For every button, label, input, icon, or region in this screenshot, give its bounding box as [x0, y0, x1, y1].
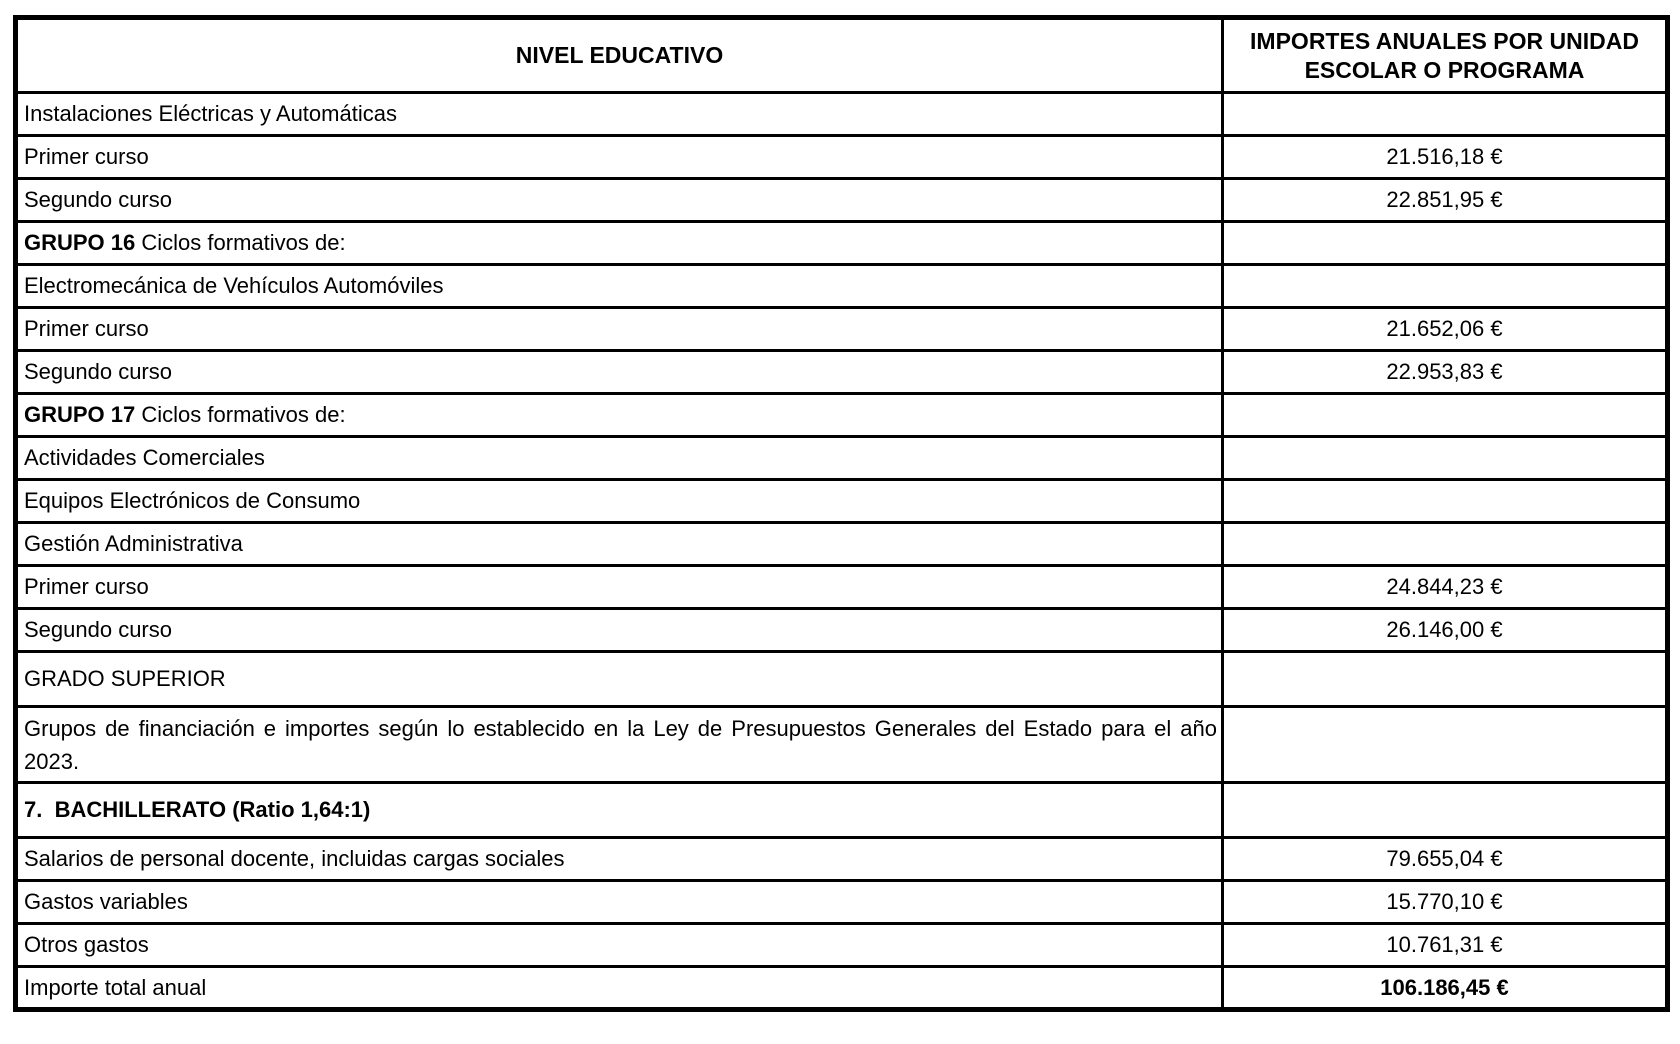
- row-label-cell: [16, 924, 1223, 967]
- row-value-cell: 10.761,31 €: [1223, 924, 1668, 967]
- table-row: [16, 394, 1668, 437]
- row-label-cell: [16, 222, 1223, 265]
- row-label-cell: [16, 437, 1223, 480]
- row-label: Primer curso: [24, 316, 149, 341]
- row-label: 7. BACHILLERATO (Ratio 1,64:1): [24, 797, 371, 822]
- row-label: Otros gastos: [24, 932, 149, 957]
- row-label: Gestión Administrativa: [24, 531, 243, 556]
- row-value-cell: 22.953,83 €: [1223, 351, 1668, 394]
- table-row: [16, 652, 1668, 707]
- table-row: [16, 351, 1668, 394]
- row-value-cell: [1223, 437, 1668, 480]
- row-value-cell: [1223, 222, 1668, 265]
- row-label: Importe total anual: [24, 974, 207, 1000]
- row-label-cell: [16, 93, 1223, 136]
- header-importes-anuales: IMPORTES ANUALES POR UNIDAD ESCOLAR O PROGRAMA: [1223, 18, 1668, 93]
- row-value-cell: 79.655,04 €: [1223, 838, 1668, 881]
- row-label-cell: [16, 838, 1223, 881]
- row-label-cell: [16, 265, 1223, 308]
- row-label-cell: [16, 394, 1223, 437]
- row-label: Salarios de personal docente, incluidas cargas sociales: [24, 846, 565, 871]
- row-label-cell: [16, 480, 1223, 523]
- row-label-cell: [16, 783, 1223, 838]
- table-row: [16, 437, 1668, 480]
- row-label-cell: [16, 308, 1223, 351]
- table-row: [16, 480, 1668, 523]
- table-row: [16, 838, 1668, 881]
- row-value-cell: [1223, 265, 1668, 308]
- row-label: Gastos variables: [24, 889, 188, 914]
- header-nivel-educativo: NIVEL EDUCATIVO: [16, 18, 1223, 93]
- row-value-cell: [1223, 523, 1668, 566]
- table-row: [16, 783, 1668, 838]
- table-row: [16, 967, 1668, 1010]
- row-label-cell: [16, 881, 1223, 924]
- row-label-cell: [16, 707, 1223, 783]
- row-value-cell: [1223, 394, 1668, 437]
- row-value-cell: [1223, 783, 1668, 838]
- row-value-cell: 22.851,95 €: [1223, 179, 1668, 222]
- row-label: Equipos Electrónicos de Consumo: [24, 488, 361, 513]
- row-value-cell: 106.186,45 €: [1223, 967, 1668, 1010]
- table-row: [16, 265, 1668, 308]
- row-value-cell: 21.516,18 €: [1223, 136, 1668, 179]
- row-value-cell: 15.770,10 €: [1223, 881, 1668, 924]
- table-row: [16, 881, 1668, 924]
- row-label: Primer curso: [24, 144, 149, 169]
- row-value-cell: 24.844,23 €: [1223, 566, 1668, 609]
- row-label-bold-prefix: GRUPO 16: [24, 230, 136, 255]
- table-row: [16, 523, 1668, 566]
- table-row: [16, 222, 1668, 265]
- row-label-cell: [16, 179, 1223, 222]
- document-page: [13, 15, 1670, 1012]
- row-value-cell: [1223, 652, 1668, 707]
- row-value-cell: 21.652,06 €: [1223, 308, 1668, 351]
- row-label-cell: [16, 566, 1223, 609]
- row-label-bold-prefix: GRUPO 17: [24, 402, 136, 427]
- row-label: Ciclos formativos de:: [141, 402, 346, 427]
- row-label: Primer curso: [24, 574, 149, 599]
- table-body: [16, 93, 1668, 1010]
- row-label-cell: [16, 523, 1223, 566]
- table-row: [16, 566, 1668, 609]
- row-label: Segundo curso: [24, 359, 172, 384]
- row-value-cell: [1223, 480, 1668, 523]
- row-value-cell: [1223, 707, 1668, 783]
- table-row: [16, 136, 1668, 179]
- row-label-cell: [16, 652, 1223, 707]
- row-label: Ciclos formativos de:: [141, 230, 346, 255]
- row-value-cell: [1223, 93, 1668, 136]
- table-row: [16, 93, 1668, 136]
- row-value-cell: 26.146,00 €: [1223, 609, 1668, 652]
- row-label: GRADO SUPERIOR: [24, 666, 226, 691]
- row-label: Instalaciones Eléctricas y Automáticas: [24, 101, 397, 126]
- table-row: [16, 609, 1668, 652]
- table-row: [16, 308, 1668, 351]
- table-header-row: [16, 18, 1668, 93]
- row-label: Segundo curso: [24, 617, 172, 642]
- table-row: [16, 179, 1668, 222]
- table-row: [16, 924, 1668, 967]
- row-label: Grupos de financiación e importes según lo establecido en la Ley de Presupuestos Generales del Estado para el año 2023.: [24, 715, 1217, 774]
- row-label-cell: [16, 136, 1223, 179]
- importes-anuales-table: [13, 15, 1670, 1012]
- row-label: Actividades Comerciales: [24, 445, 265, 470]
- row-label: Segundo curso: [24, 187, 172, 212]
- table-row: [16, 707, 1668, 783]
- row-label-cell: [16, 609, 1223, 652]
- row-label: Electromecánica de Vehículos Automóviles: [24, 273, 444, 298]
- row-label-cell: [16, 351, 1223, 394]
- row-label-cell: [16, 967, 1223, 1010]
